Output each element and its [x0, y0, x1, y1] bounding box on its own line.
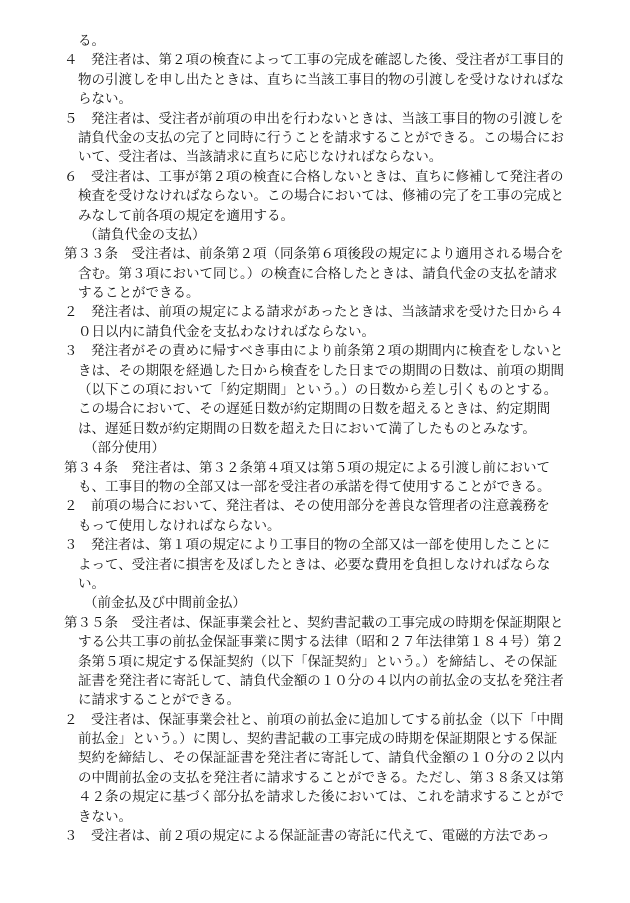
text-line: きない。 [78, 808, 132, 825]
text-line: ３ 発注者は、第１項の規定により工事目的物の全部又は一部を使用したことに [64, 537, 550, 554]
text-line: に請求することができる。 [78, 692, 240, 709]
text-line: みなして前各項の規定を適用する。 [78, 207, 294, 224]
text-line: ２ 前項の場合において、発注者は、その使用部分を善良な管理者の注意義務を [64, 498, 550, 515]
section-heading: （前金払及び中間前金払） [84, 595, 246, 612]
section-heading: （部分使用） [84, 440, 165, 457]
text-line: ５ 発注者は、受注者が前項の申出を行わないときは、当該工事目的物の引渡しを [64, 110, 564, 127]
text-line: 第３５条 受注者は、保証事業会社と、契約書記載の工事完成の時期を保証期限と [64, 614, 564, 631]
text-line: ０日以内に請負代金を支払わなければならない。 [78, 323, 375, 340]
text-line: る。 [78, 33, 105, 49]
text-line: 第３４条 発注者は、第３２条第４項又は第５項の規定による引渡し前において [64, 459, 550, 476]
text-line: 検査を受けなければならない。この場合においては、修補の完了を工事の完成と [78, 188, 564, 205]
section-heading: （請負代金の支払） [84, 226, 206, 243]
text-line: の中間前払金の支払を発注者に請求することができる。ただし、第３８条又は第 [78, 769, 564, 786]
text-line: （以下この項において「約定期間」という。）の日数から差し引くものとする。 [78, 382, 558, 399]
text-line: 条第５項に規定する保証契約（以下「保証契約」という。）を締結し、その保証 [78, 653, 558, 670]
text-line: は、遅延日数が約定期間の日数を超えた日において満了したものとみなす。 [78, 420, 536, 437]
text-line: する公共工事の前払金保証事業に関する法律（昭和２７年法律第１８４号）第２ [78, 634, 564, 651]
text-line: ３ 受注者は、前２項の規定による保証証書の寄託に代えて、電磁的方法であっ [64, 828, 550, 845]
text-line: ２ 発注者は、前項の規定による請求があったときは、当該請求を受けた日から４ [64, 304, 564, 321]
text-line: いて、受注者は、当該請求に直ちに応じなければならない。 [78, 149, 443, 166]
text-line: い。 [78, 575, 105, 592]
text-line: ４ 発注者は、第２項の検査によって工事の完成を確認した後、受注者が工事目的 [64, 52, 564, 69]
text-line: ３ 発注者がその責めに帰すべき事由により前条第２項の期間内に検査をしないと [64, 343, 564, 360]
text-line: 請負代金の支払の完了と同時に行うことを請求することができる。この場合にお [78, 129, 564, 146]
text-line: 物の引渡しを申し出たときは、直ちに当該工事目的物の引渡しを受けなければな [78, 71, 564, 88]
text-line: することができる。 [78, 285, 200, 302]
text-line: ４２条の規定に基づく部分払を請求した後においては、これを請求することがで [78, 789, 564, 806]
text-line: ２ 受注者は、保証事業会社と、前項の前払金に追加してする前払金（以下「中間 [64, 711, 564, 728]
text-line: よって、受注者に損害を及ぼしたときは、必要な費用を負担しなければならな [78, 556, 551, 573]
text-line: ６ 受注者は、工事が第２項の検査に合格しないときは、直ちに修補して発注者の [64, 168, 564, 185]
text-line: 第３３条 受注者は、前条第２項（同条第６項後段の規定により適用される場合を [64, 246, 564, 263]
text-line: 含む。第３項において同じ。）の検査に合格したときは、請負代金の支払を請求 [78, 265, 558, 282]
text-line: この場合において、その遅延日数が約定期間の日数を超えるときは、約定期間 [78, 401, 551, 418]
document-body [64, 32, 568, 846]
text-line: も、工事目的物の全部又は一部を受注者の承諾を得て使用することができる。 [78, 478, 551, 495]
text-line: 契約を締結し、その保証証書を発注者に寄託して、請負代金額の１０分の２以内 [78, 750, 564, 767]
text-line: 前払金」という。）に関し、契約書記載の工事完成の時期を保証期限とする保証 [78, 731, 558, 748]
text-line: もって使用しなければならない。 [78, 517, 281, 534]
text-line: きは、その期限を経過した日から検査をした日までの期間の日数は、前項の期間 [78, 362, 564, 379]
text-line: 証書を発注者に寄託して、請負代金額の１０分の４以内の前払金の支払を発注者 [78, 672, 564, 689]
text-line: らない。 [78, 91, 132, 108]
